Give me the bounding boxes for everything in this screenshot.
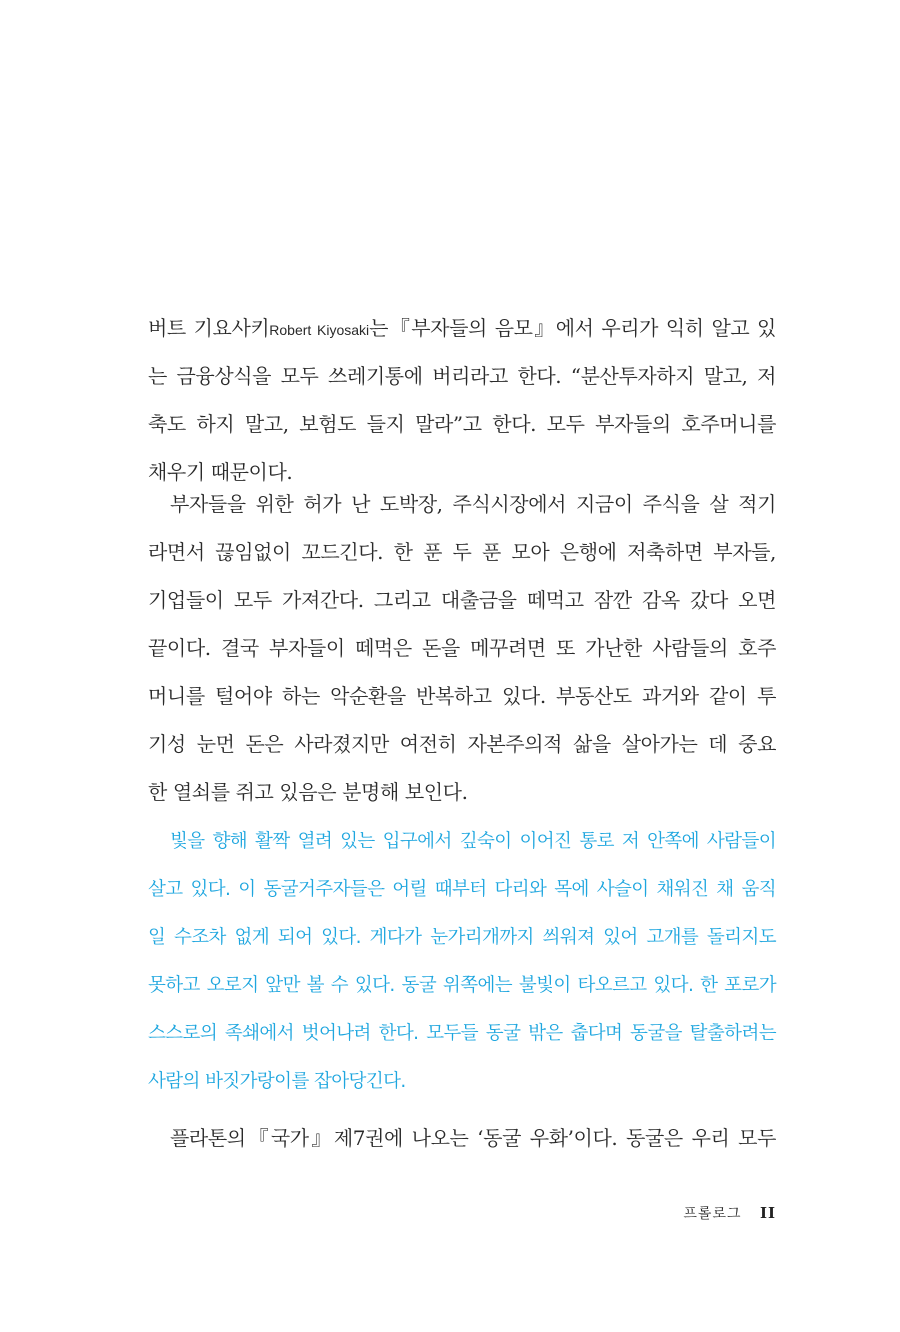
quote-line: 못하고 오로지 앞만 볼 수 있다. 동굴 위쪽에는 불빛이 타오르고 있다. 한 포로가 <box>148 975 776 996</box>
text-line: 라면서 끊임없이 꼬드긴다. 한 푼 두 푼 모아 은행에 저축하면 부자들, <box>148 540 776 564</box>
text-line: 플라톤의『국가』제7권에 나오는 ‘동굴 우화’이다. 동굴은 우리 모두 <box>170 1126 776 1150</box>
quote-line: 빛을 향해 활짝 열려 있는 입구에서 깊숙이 이어진 통로 저 안쪽에 사람들이 <box>170 831 776 852</box>
text-line: 머니를 털어야 하는 악순환을 반복하고 있다. 부동산도 과거와 같이 투 <box>148 684 776 708</box>
page-number: II <box>759 1204 776 1222</box>
text-line: 한 열쇠를 쥐고 있음은 분명해 보인다. <box>148 780 468 804</box>
quote-paragraph <box>148 818 776 1106</box>
quote-line: 일 수조차 없게 되어 있다. 게다가 눈가리개까지 씌워져 있어 고개를 돌리지도 <box>148 927 776 948</box>
text-line: 는 금융상식을 모두 쓰레기통에 버리라고 한다. “분산투자하지 말고, 저 <box>148 364 776 388</box>
quote-line: 사람의 바짓가랑이를 잡아당긴다. <box>148 1071 406 1092</box>
text-line: 끝이다. 결국 부자들이 떼먹은 돈을 메꾸려면 또 가난한 사람들의 호주 <box>148 636 776 660</box>
text-line: 채우기 때문이다. <box>148 460 293 484</box>
quote-line: 스스로의 족쇄에서 벗어나려 한다. 모두들 동굴 밖은 춥다며 동굴을 탈출하려는 <box>148 1023 776 1044</box>
author-name-latin: Robert Kiyosaki <box>269 322 370 338</box>
text-line: 기업들이 모두 가져간다. 그리고 대출금을 떼먹고 잠깐 감옥 갔다 오면 <box>148 588 776 612</box>
body-paragraph-1 <box>148 304 776 496</box>
body-paragraph-3 <box>148 1114 776 1162</box>
text-line: 버트 기요사키Robert Kiyosaki는『부자들의 음모』에서 우리가 익히 알고 있 <box>148 316 776 340</box>
chapter-title: 프롤로그 <box>683 1206 742 1222</box>
body-paragraph-2 <box>148 480 776 816</box>
text-line: 축도 하지 말고, 보험도 들지 말라”고 한다. 모두 부자들의 호주머니를 <box>148 412 776 436</box>
quote-line: 살고 있다. 이 동굴거주자들은 어릴 때부터 다리와 목에 사슬이 채워진 채 움직 <box>148 879 776 900</box>
text-line: 기성 눈먼 돈은 사라졌지만 여전히 자본주의적 삶을 살아가는 데 중요 <box>148 732 776 756</box>
text-line: 부자들을 위한 허가 난 도박장, 주식시장에서 지금이 주식을 살 적기 <box>170 492 776 516</box>
page-footer <box>683 1203 776 1223</box>
